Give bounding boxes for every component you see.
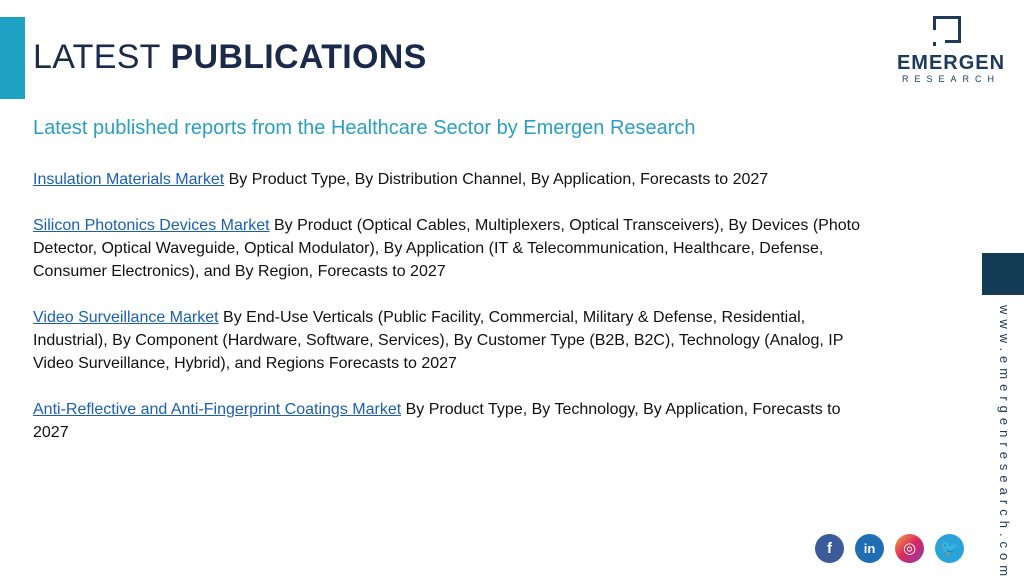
instagram-icon[interactable]: ◎ (895, 534, 924, 563)
report-link[interactable]: Silicon Photonics Devices Market (33, 217, 270, 234)
report-description: By Product Type, By Technology, By Application, Forecasts to 2027 (33, 401, 841, 441)
twitter-icon[interactable]: 🐦 (935, 534, 964, 563)
report-item (33, 168, 863, 191)
logo-sub: RESEARCH (901, 74, 1000, 84)
report-description: By End-Use Verticals (Public Facility, Commercial, Military & Defense, Residential, Industrial), By Component (Hardware, Software, Services), By Customer Type (B2B, B2C), Technology (Analog, IP Video Surveillance, Hybrid), and Regions Forecasts to 2027 (33, 309, 844, 372)
title-bold: PUBLICATIONS (170, 38, 427, 76)
report-description: By Product (Optical Cables, Multiplexers, Optical Transceivers), By Devices (Photo Detector, Optical Waveguide, Optical Modulator), By Application (IT & Telecommunication, Healthcare, Defense, Consumer Electronics), and By Region, Forecasts to 2027 (33, 217, 860, 280)
report-item (33, 398, 863, 444)
facebook-icon[interactable]: f (815, 534, 844, 563)
section-subtitle: Latest published reports from the Healthcare Sector by Emergen Research (33, 117, 696, 139)
side-accent-square (982, 253, 1024, 295)
linkedin-icon[interactable]: in (855, 534, 884, 563)
website-url[interactable]: www.emergenresearch.com (997, 305, 1012, 581)
emergen-logo[interactable] (895, 14, 1007, 84)
reports-list (33, 168, 863, 467)
report-description: By Product Type, By Distribution Channel, By Application, Forecasts to 2027 (224, 171, 769, 188)
title-light: LATEST (33, 38, 161, 76)
report-item (33, 214, 863, 283)
accent-bar (0, 17, 25, 99)
logo-name: EMERGEN (896, 52, 1006, 74)
report-link[interactable]: Insulation Materials Market (33, 171, 225, 188)
logo-mark-icon (933, 16, 961, 46)
report-link[interactable]: Video Surveillance Market (33, 309, 219, 326)
page-title (33, 38, 427, 77)
report-item (33, 306, 863, 375)
report-link[interactable]: Anti-Reflective and Anti-Fingerprint Coatings Market (33, 401, 402, 418)
